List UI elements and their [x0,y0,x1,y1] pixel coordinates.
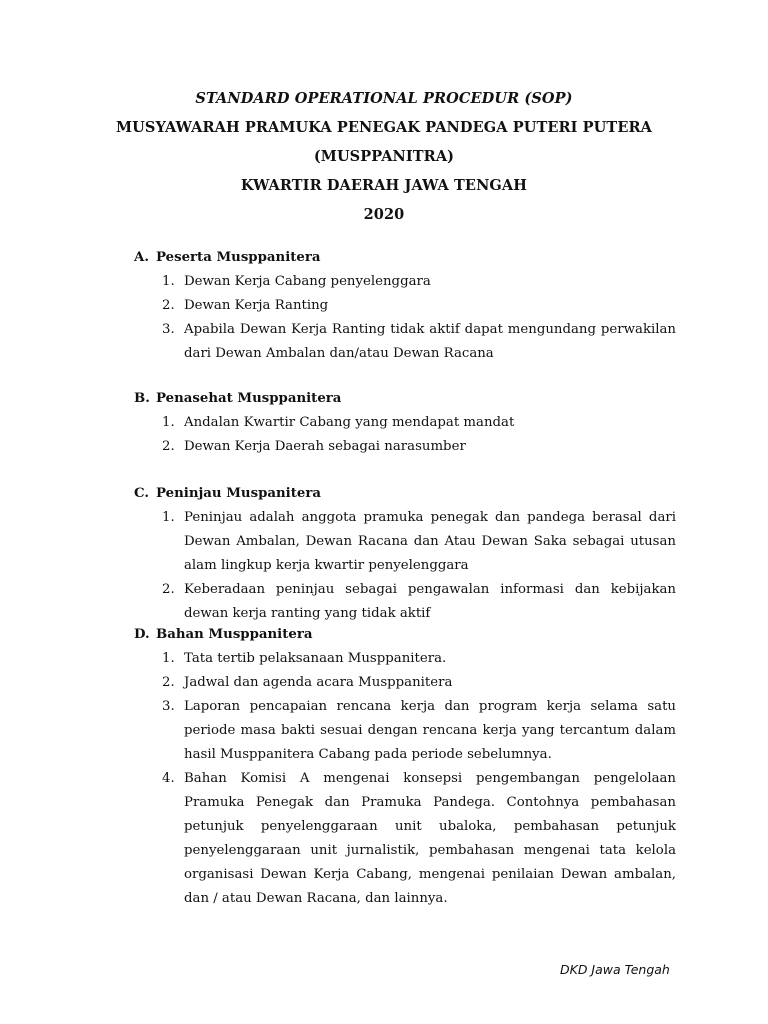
section-heading: C. Peninjau Muspanitera [134,486,321,501]
section-penasehat [134,387,676,459]
list-item: 4. Bahan Komisi A mengenai konsepsi pengembangan pengelolaan Pramuka Penegak dan Pramuka Pandega. Contohnya pembahasan petunjuk penyelenggaraan unit ubaloka, pembahasan petunjuk penyelenggaraan unit jurnalistik, pembahasan mengenai tata kelola organisasi Dewan Kerja Cabang, mengenai penilaian Dewan ambalan, dan / atau Dewan Racana, dan lainnya. [162,771,676,906]
title-line-kwartir: KWARTIR DAERAH JAWA TENGAH [240,177,528,194]
section-peserta [134,246,676,366]
list-item: 2. Keberadaan peninjau sebagai pengawalan informasi dan kebijakan dewan kerja ranting yang tidak aktif [162,582,676,621]
title-line-event: MUSYAWARAH PRAMUKA PENEGAK PANDEGA PUTERI PUTERA [116,119,652,136]
list-item: 2. Dewan Kerja Daerah sebagai narasumber [162,439,466,454]
document-title [0,84,768,229]
title-line-sop: STANDARD OPERATIONAL PROCEDUR (SOP) [195,90,573,107]
list-item: 1. Andalan Kwartir Cabang yang mendapat mandat [162,415,515,430]
section-peninjau [134,482,676,626]
list-item: 1. Peninjau adalah anggota pramuka penegak dan pandega berasal dari Dewan Ambalan, Dewan Racana dan Atau Dewan Saka sebagai utusan alam lingkup kerja kwartir penyelenggara [162,510,676,573]
list-item: 1. Tata tertib pelaksanaan Musppanitera. [162,651,447,666]
list-item: 3. Apabila Dewan Kerja Ranting tidak aktif dapat mengundang perwakilan dari Dewan Ambalan dan/atau Dewan Racana [162,322,676,361]
title-line-abbrev: (MUSPPANITRA) [313,148,455,165]
list-item: 1. Dewan Kerja Cabang penyelenggara [162,274,431,289]
section-heading: B. Penasehat Musppanitera [134,391,342,406]
section-bahan [134,623,676,911]
footer-text: DKD Jawa Tengah [560,962,670,977]
section-heading: D. Bahan Musppanitera [134,627,313,642]
section-heading: A. Peserta Musppanitera [134,250,321,265]
list-item: 2. Jadwal dan agenda acara Musppanitera [162,675,453,690]
title-line-year: 2020 [363,206,405,223]
list-item: 3. Laporan pencapaian rencana kerja dan program kerja selama satu periode masa bakti sesuai dengan rencana kerja yang tercantum dalam hasil Musppanitera Cabang pada periode sebelumnya. [162,699,676,762]
list-item: 2. Dewan Kerja Ranting [162,298,329,313]
